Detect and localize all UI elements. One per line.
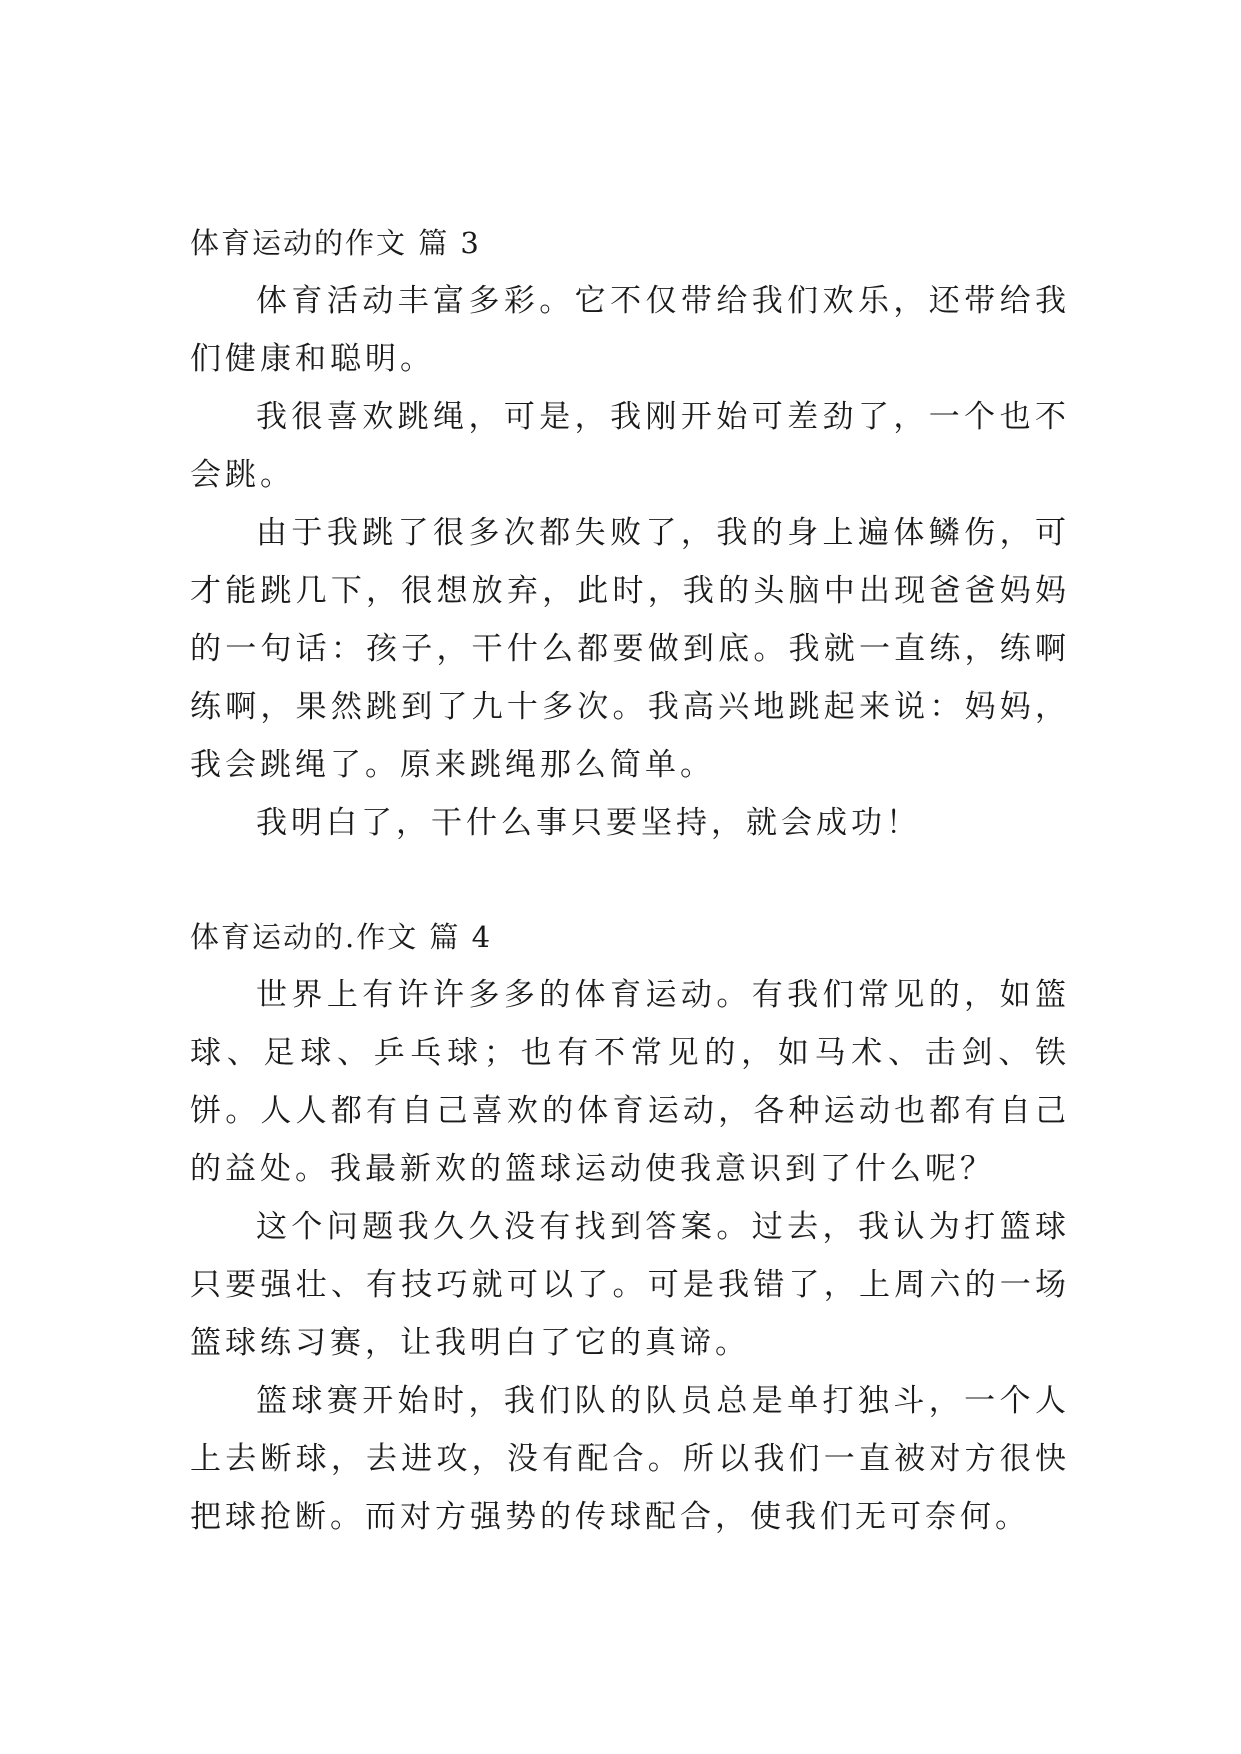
paragraph: 由于我跳了很多次都失败了，我的身上遍体鳞伤，可才能跳几下，很想放弃，此时，我的头脑中出现爸爸妈妈的一句话：孩子，干什么都要做到底。我就一直练，练啊练啊，果然跳到了九十多次。我高兴地跳起来说：妈妈，我会跳绳了。原来跳绳那么简单。 (190, 515, 1070, 783)
document-content (190, 214, 1070, 1546)
paragraph: 世界上有许许多多的体育运动。有我们常见的，如篮球、足球、乒乓球；也有不常见的，如马术、击剑、铁饼。人人都有自己喜欢的体育运动，各种运动也都有自己的益处。我最新欢的篮球运动使我意识到了什么呢？ (190, 977, 1070, 1187)
paragraph: 篮球赛开始时，我们队的队员总是单打独斗，一个人上去断球，去进攻，没有配合。所以我们一直被对方很快把球抢断。而对方强势的传球配合，使我们无可奈何。 (190, 1383, 1070, 1535)
paragraph: 我很喜欢跳绳，可是，我刚开始可差劲了，一个也不会跳。 (190, 399, 1070, 493)
section-title: 体育运动的.作文 篇 4 (190, 920, 493, 954)
section-title: 体育运动的作文 篇 3 (190, 226, 481, 260)
paragraph: 这个问题我久久没有找到答案。过去，我认为打篮球只要强壮、有技巧就可以了。可是我错了，上周六的一场篮球练习赛，让我明白了它的真谛。 (190, 1209, 1070, 1361)
paragraph: 体育活动丰富多彩。它不仅带给我们欢乐，还带给我们健康和聪明。 (190, 283, 1070, 377)
essay-section-4 (190, 908, 1070, 1546)
paragraph: 我明白了，干什么事只要坚持，就会成功！ (256, 805, 921, 841)
essay-section-3 (190, 214, 1070, 852)
